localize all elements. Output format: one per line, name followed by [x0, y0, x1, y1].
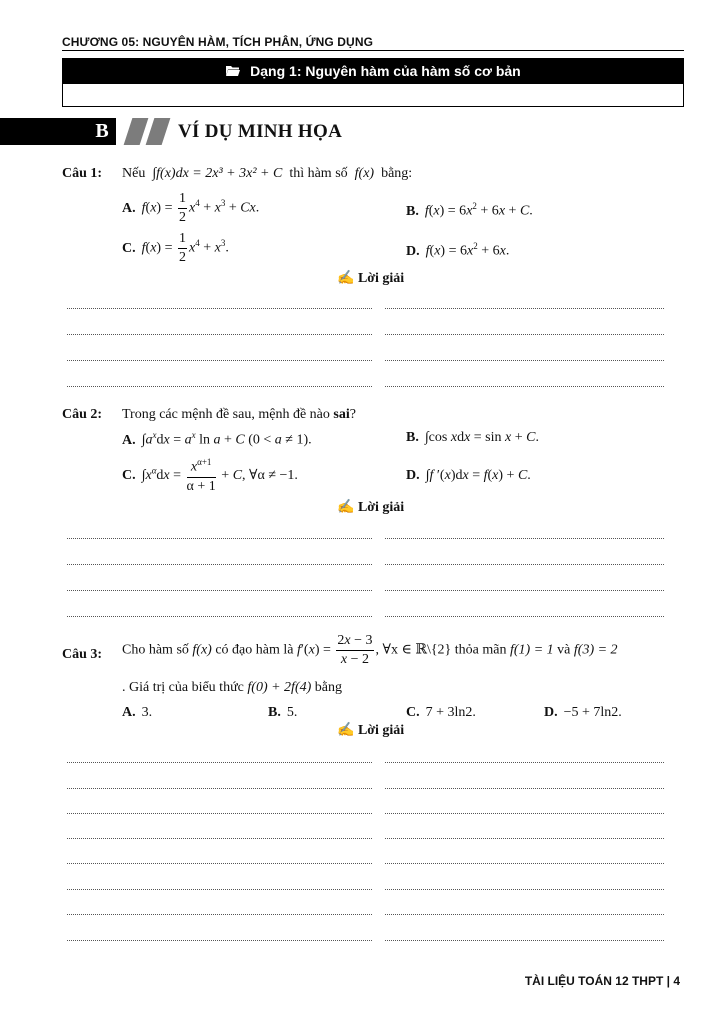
part-title: VÍ DỤ MINH HỌA [178, 121, 343, 142]
pencil-icon: ✍ [337, 723, 355, 738]
header-divider [62, 50, 684, 51]
dotted-line [67, 334, 372, 335]
answer-option[interactable]: B. 5. [268, 705, 298, 720]
question-stem: Cho hàm số f(x) có đạo hàm là f′(x) = $\frac{2x - 3}{x - 2}$ , ∀x ∈ ℝ\{2} thỏa mãn f(1) = 1 và f(3) = 2 [122, 633, 618, 667]
question-stem-continued: . Giá trị của biểu thức f(0) + 2f(4) bằng [122, 680, 342, 695]
dotted-line [67, 590, 372, 591]
banner-stripe [146, 118, 171, 145]
solution-heading: ✍ Lời giải [337, 500, 405, 515]
dotted-line [385, 838, 664, 839]
chapter-header: CHƯƠNG 05: NGUYÊN HÀM, TÍCH PHÂN, ỨNG DỤNG [62, 35, 374, 49]
banner-stripe [124, 118, 149, 145]
dotted-line [385, 914, 664, 915]
page-footer: TÀI LIỆU TOÁN 12 THPT | 4 [524, 974, 680, 988]
answer-option[interactable]: A. 3. [122, 705, 153, 720]
answer-option[interactable]: C. 7 + 3ln2. [406, 705, 476, 720]
answer-option[interactable]: A. $\int a^xdx = a^x$ ln a + C (0 < a ≠ 1). [122, 430, 312, 448]
question-label: Câu 2: [62, 407, 103, 422]
dotted-line [385, 538, 664, 539]
dotted-line [385, 788, 664, 789]
answer-option[interactable]: D. $f(x) = 6x^2 + 6x$. [406, 241, 510, 259]
section-title-bar [63, 59, 683, 84]
answer-option[interactable]: B. ∫cos xdx = sin x + C. [406, 430, 539, 445]
question-label: Câu 3: [62, 647, 103, 662]
dotted-line [67, 308, 372, 309]
dotted-line [67, 564, 372, 565]
dotted-line [67, 889, 372, 890]
answer-option[interactable]: D. −5 + 7ln2. [544, 705, 622, 720]
solution-heading: ✍ Lời giải [337, 723, 405, 738]
dotted-line [385, 940, 664, 941]
dotted-line [385, 616, 664, 617]
dotted-line [67, 538, 372, 539]
dotted-line [385, 386, 664, 387]
dotted-line [67, 360, 372, 361]
dotted-line [385, 360, 664, 361]
part-letter: B [95, 120, 109, 142]
dotted-line [385, 863, 664, 864]
dotted-line [67, 386, 372, 387]
dotted-line [67, 813, 372, 814]
answer-option[interactable]: A. f(x) = $\frac{1}{2}$ $x^4 + x^3 + Cx$. [122, 191, 260, 225]
question-stem: Nếu ∫f(x)dx = 2x³ + 3x² + C thì hàm số f(x) bằng: [122, 166, 413, 181]
question-label: Câu 1: [62, 166, 103, 181]
dotted-line [385, 889, 664, 890]
dotted-line [385, 762, 664, 763]
dotted-line [67, 838, 372, 839]
dotted-line [385, 564, 664, 565]
pencil-icon: ✍ [337, 500, 355, 515]
answer-option[interactable]: D. ∫f ′(x)dx = f(x) + C. [406, 468, 531, 483]
answer-option[interactable]: B. $f(x) = 6x^2 + 6x + C$. [406, 201, 533, 219]
dotted-line [67, 863, 372, 864]
question-stem: Trong các mệnh đề sau, mệnh đề nào sai? [122, 407, 356, 422]
section-title: Dạng 1: Nguyên hàm của hàm số cơ bản [250, 63, 521, 79]
dotted-line [385, 590, 664, 591]
pencil-icon: ✍ [337, 271, 355, 286]
solution-heading: ✍ Lời giải [337, 271, 405, 286]
section-body [63, 84, 683, 106]
dotted-line [67, 788, 372, 789]
dotted-line [385, 308, 664, 309]
dotted-line [385, 334, 664, 335]
dotted-line [67, 940, 372, 941]
dotted-line [67, 616, 372, 617]
dotted-line [67, 914, 372, 915]
folder-icon [225, 63, 250, 79]
dotted-line [67, 762, 372, 763]
section-box [62, 58, 684, 107]
answer-option[interactable]: C. f(x) = $\frac{1}{2}$ $x^4 + x^3$. [122, 231, 229, 265]
answer-option[interactable]: C. $\int x^\alpha dx$ = $\frac{x^{\alpha+1}}{\alpha + 1}$ + C, ∀α ≠ −1. [122, 457, 298, 494]
dotted-line [385, 813, 664, 814]
